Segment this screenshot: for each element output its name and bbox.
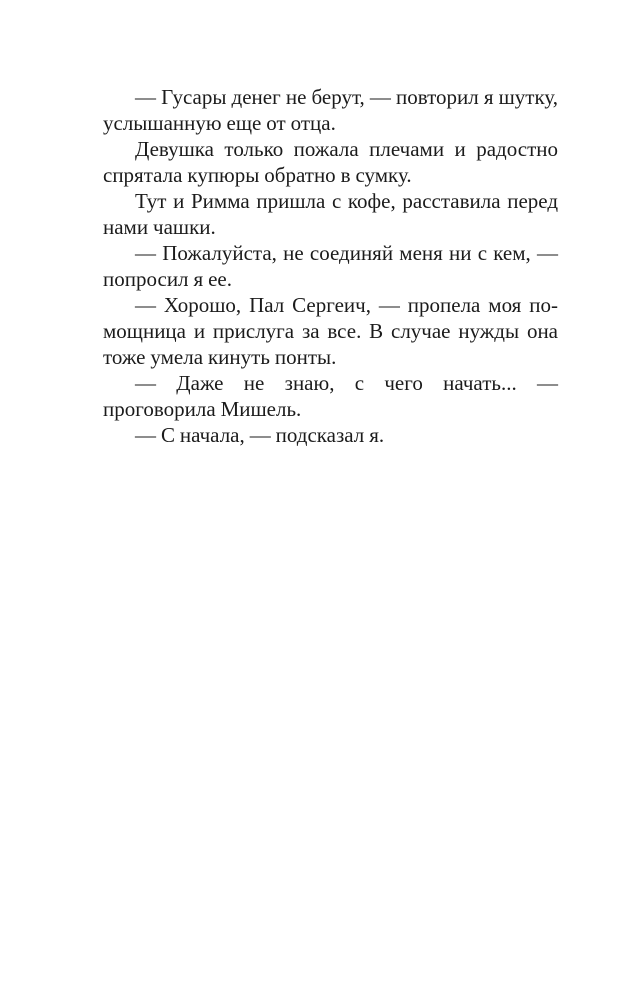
paragraph: — Даже не знаю, с чего начать... — проговорила Мишель. bbox=[103, 371, 558, 421]
paragraph: Тут и Римма пришла с кофе, расставила перед нами чашки. bbox=[103, 189, 558, 239]
paragraph: — Хорошо, Пал Сергеич, — пропела моя помощница и прислуга за все. В случае нужды она тоже умела кинуть понты. bbox=[103, 293, 558, 369]
text-block bbox=[103, 84, 558, 448]
paragraph: Девушка только пожала плечами и радостно спрятала купюры обратно в сумку. bbox=[103, 137, 558, 187]
paragraph: — С начала, — подсказал я. bbox=[135, 423, 385, 447]
paragraph: — Гусары денег не берут, — повторил я шутку, услышанную еще от отца. bbox=[103, 85, 558, 135]
paragraph: — Пожалуйста, не соединяй меня ни с кем, — попросил я ее. bbox=[103, 241, 558, 291]
